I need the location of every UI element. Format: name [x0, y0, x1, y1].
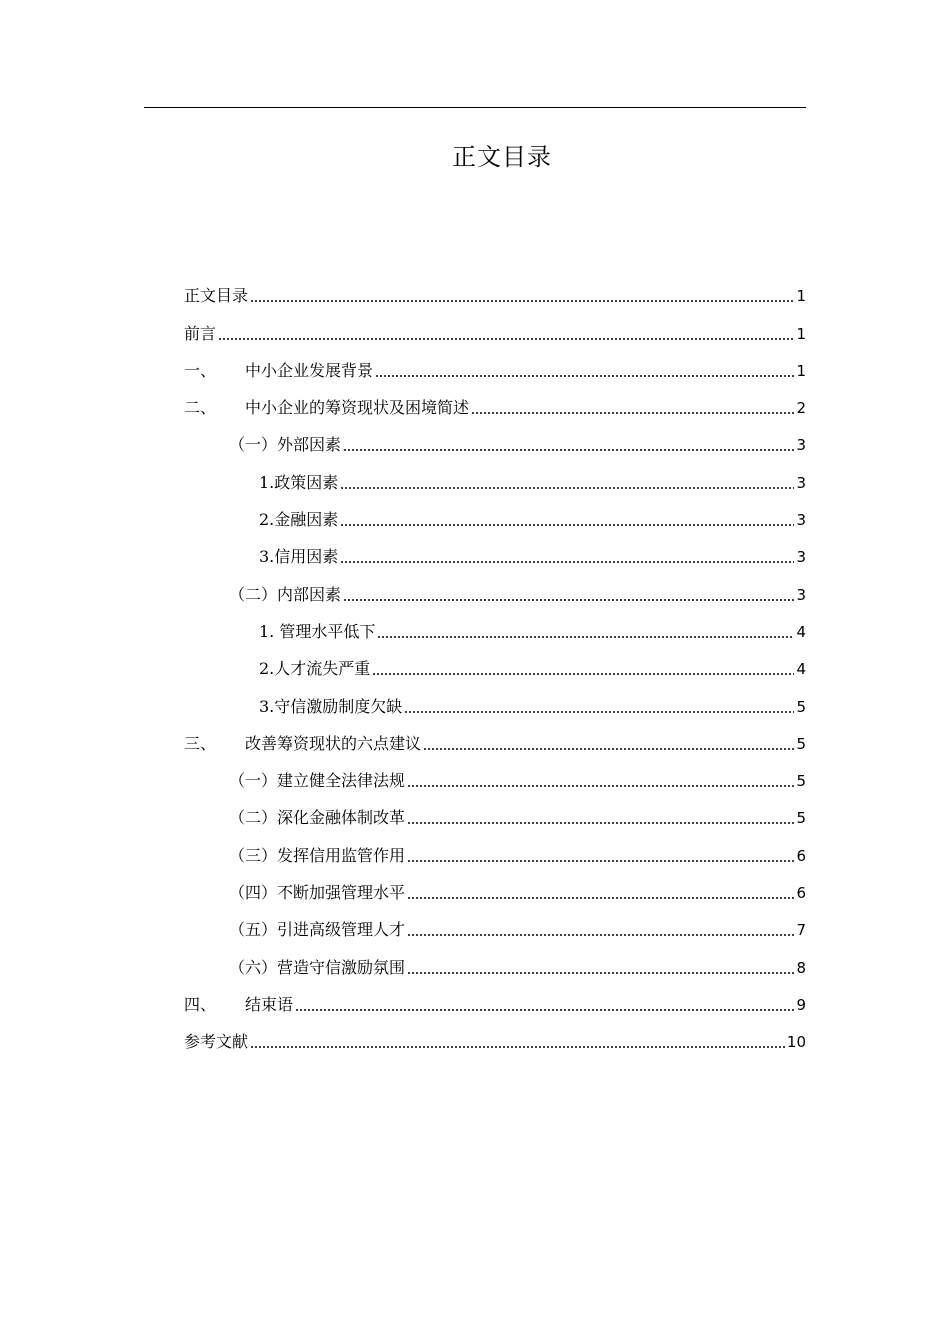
page-title: 正文目录: [452, 143, 552, 171]
toc-entry[interactable]: [184, 980, 806, 1017]
toc-entry-label: 1.政策因素: [259, 472, 339, 492]
toc-dot-leader: [423, 748, 794, 750]
toc-page-number: 5: [796, 809, 806, 828]
toc-entry-number: 一、: [184, 360, 217, 380]
toc-page-number: 1: [796, 361, 806, 380]
toc-entry[interactable]: [184, 346, 806, 383]
toc-dot-leader: [250, 300, 794, 302]
toc-entry-label: 中小企业的筹资现状及困境简述: [245, 398, 470, 418]
toc-entry-label: 正文目录: [184, 286, 249, 306]
toc-page-number: 3: [796, 585, 806, 604]
toc-page-number: 7: [796, 921, 806, 940]
toc-entry[interactable]: [184, 756, 806, 793]
toc-entry-label: 3.信用因素: [259, 547, 339, 567]
toc-entry-label: 前言: [184, 323, 217, 343]
toc-dot-leader: [404, 711, 794, 713]
toc-entry-label: 3.守信激励制度欠缺: [259, 696, 403, 716]
toc-entry-number: 二、: [184, 398, 217, 418]
toc-dot-leader: [407, 822, 794, 824]
toc-page-number: 1: [796, 324, 806, 343]
header-rule: [144, 107, 806, 108]
toc-entry-label: （二）内部因素: [229, 584, 342, 604]
toc-dot-leader: [295, 1009, 794, 1011]
toc-dot-leader: [377, 636, 794, 638]
toc-entry[interactable]: [184, 644, 806, 681]
toc-page-number: 2: [796, 399, 806, 418]
toc-entry-label: 1. 管理水平低下: [259, 621, 376, 641]
toc-page-number: 8: [796, 958, 806, 977]
toc-entry[interactable]: [184, 383, 806, 420]
toc-page-number: 5: [796, 772, 806, 791]
toc-entry-label: （四）不断加强管理水平: [229, 883, 406, 903]
toc-entry[interactable]: [184, 942, 806, 979]
toc-entry-label: 中小企业发展背景: [245, 360, 374, 380]
toc-page-number: 3: [796, 511, 806, 530]
toc-page-number: 6: [796, 884, 806, 903]
toc-dot-leader: [407, 934, 794, 936]
toc-page-number: 5: [796, 734, 806, 753]
toc-dot-leader: [407, 860, 794, 862]
toc-page-number: 3: [796, 436, 806, 455]
toc-dot-leader: [407, 897, 794, 899]
toc-entry[interactable]: [184, 681, 806, 718]
toc-entry-number: 四、: [184, 994, 217, 1014]
toc-entry[interactable]: [184, 308, 806, 345]
toc-entry[interactable]: [184, 532, 806, 569]
toc-page-number: 10: [786, 1033, 806, 1052]
toc-entry-label: （五）引进高级管理人才: [229, 920, 406, 940]
toc-entry[interactable]: [184, 719, 806, 756]
toc-page-number: 3: [796, 473, 806, 492]
toc-entry[interactable]: [184, 905, 806, 942]
toc-dot-leader: [372, 673, 794, 675]
toc-entry[interactable]: [184, 607, 806, 644]
toc-entry[interactable]: [184, 868, 806, 905]
toc-dot-leader: [340, 524, 794, 526]
toc-entry[interactable]: [184, 271, 806, 308]
toc-entry-label: （六）营造守信激励氛围: [229, 957, 406, 977]
toc-dot-leader: [343, 449, 794, 451]
toc-page-number: 9: [796, 995, 806, 1014]
toc-entry-label: 改善筹资现状的六点建议: [245, 733, 422, 753]
toc-entry-number: 三、: [184, 733, 217, 753]
toc-page-number: 6: [796, 846, 806, 865]
toc-entry-label: 参考文献: [184, 1032, 249, 1052]
toc-page-number: 1: [796, 287, 806, 306]
toc-entry-label: 2.金融因素: [259, 510, 339, 530]
toc-dot-leader: [471, 412, 794, 414]
toc-entry[interactable]: [184, 420, 806, 457]
toc-dot-leader: [340, 487, 794, 489]
toc-page-number: 4: [796, 622, 806, 641]
toc-entry[interactable]: [184, 1017, 806, 1054]
toc-entry-label: （一）建立健全法律法规: [229, 771, 406, 791]
table-of-contents: [184, 271, 806, 1054]
toc-entry-label: （一）外部因素: [229, 435, 342, 455]
toc-entry-label: （二）深化金融体制改革: [229, 808, 406, 828]
toc-page-number: 3: [796, 548, 806, 567]
toc-entry[interactable]: [184, 569, 806, 606]
toc-entry[interactable]: [184, 793, 806, 830]
toc-dot-leader: [343, 599, 794, 601]
toc-dot-leader: [375, 375, 794, 377]
toc-entry[interactable]: [184, 457, 806, 494]
toc-dot-leader: [340, 561, 794, 563]
toc-page-number: 4: [796, 660, 806, 679]
toc-entry[interactable]: [184, 830, 806, 867]
toc-dot-leader: [407, 972, 794, 974]
toc-entry-label: （三）发挥信用监管作用: [229, 845, 406, 865]
toc-dot-leader: [407, 785, 794, 787]
toc-page-number: 5: [796, 697, 806, 716]
toc-dot-leader: [250, 1046, 785, 1048]
toc-dot-leader: [218, 338, 794, 340]
toc-entry-label: 2.人才流失严重: [259, 659, 371, 679]
toc-entry[interactable]: [184, 495, 806, 532]
toc-entry-label: 结束语: [245, 994, 294, 1014]
